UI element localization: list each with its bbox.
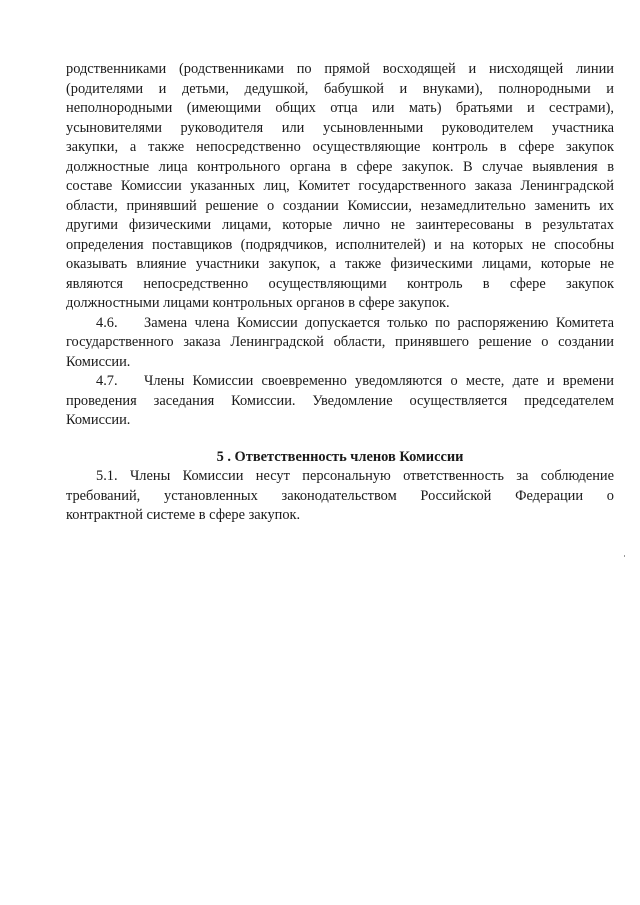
text-line: Комиссии. [66,412,131,428]
document-page [66,60,614,526]
item-first-line [66,372,614,392]
item-number: 4.6. [96,314,118,331]
paragraph-continuation [66,60,614,314]
text-line: являются непосредственно осуществляющими контроль в сфере закупок [66,275,614,292]
item-4-7 [66,372,614,431]
item-4-6 [66,314,614,373]
text-line: области, принявший решение о создании Комиссии, незамедлительно заменить их [66,197,614,214]
text-line: составе Комиссии указанных лиц, Комитет государственного заказа Ленинградской [66,178,614,194]
text-line: (родителями и детьми, дедушкой, бабушкой и внуками), полнородными и [66,80,614,97]
section-heading: 5 . Ответственность членов Комиссии [216,448,464,465]
text-line: оказывать влияние участники закупок, а также физическими лицами, которые не [66,256,614,272]
item-5-1 [66,467,614,526]
text-line: проведения заседания Комиссии. Уведомление осуществляется председателем [66,392,614,409]
text-line: родственниками (родственниками по прямой восходящей и нисходящей линии [66,61,614,77]
text-line: должностными лицами контрольных органов в сфере закупок. [66,295,450,311]
item-text: Замена члена Комиссии допускается только по распоряжению Комитета [144,314,614,331]
text-line: неполнородными (имеющими общих отца или мать) братьями и сестрами), [66,100,614,116]
text-line: другими физическими лицами, которые лично не заинтересованы в результатах [66,217,614,233]
text-line: определения поставщиков (подрядчиков, исполнителей) и на которых не способны [66,236,614,253]
text-line: Комиссии. [66,353,131,370]
text-line: усыновителями руководителя или усыновленными руководителем участника [66,119,614,136]
text-line: должностные лица контрольного органа в сфере закупок. В случае выявления в [66,158,614,175]
text-line: требований, установленных законодательством Российской Федерации о [66,487,614,504]
text-line: контрактной системе в сфере закупок. [66,507,301,523]
text-line: закупки, а также непосредственно осуществляющие контроль в сфере закупок [66,139,614,155]
text-line: 5.1. Члены Комиссии несут персональную ответственность за соблюдение [96,468,614,484]
scan-speck [624,555,625,557]
item-first-line [66,314,614,334]
item-number: 4.7. [96,373,118,389]
item-text: Члены Комиссии своевременно уведомляются о месте, дате и времени [144,373,614,389]
text-line: государственного заказа Ленинградской области, принявшего решение о создании [66,334,614,350]
